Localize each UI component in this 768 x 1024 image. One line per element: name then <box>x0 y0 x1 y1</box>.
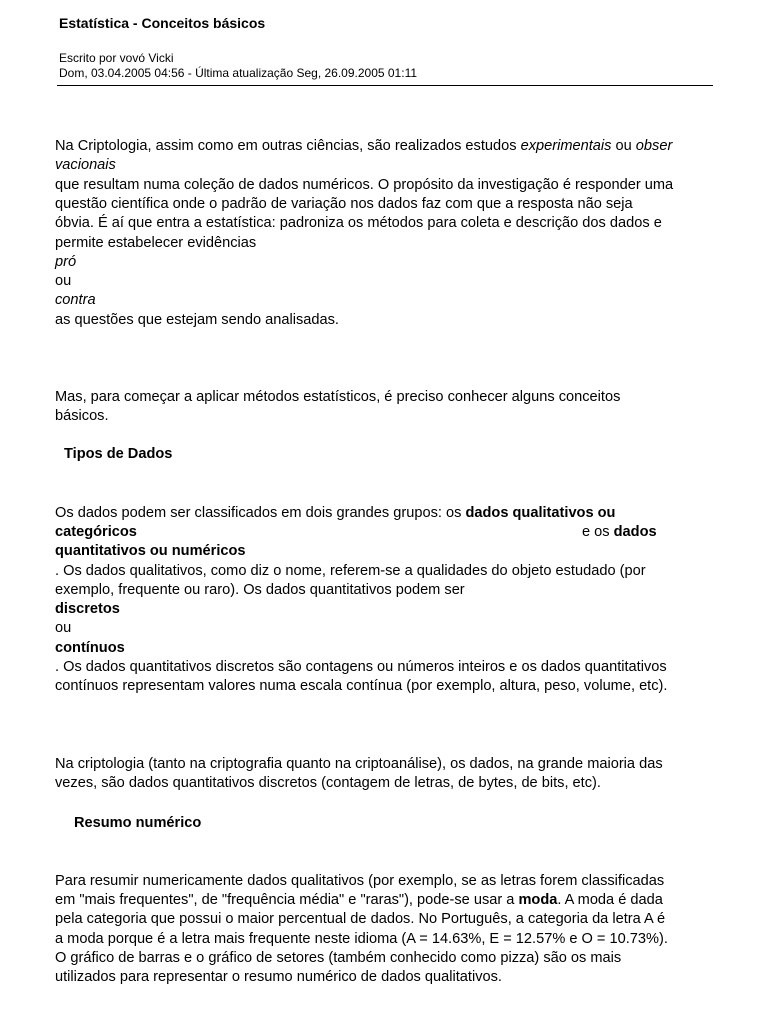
text-line: óbvia. É aí que entra a estatística: padroniza os métodos para coleta e descrição dos dados e <box>55 215 662 231</box>
text-line: em "mais frequentes", de "frequência média" e "raras"), pode-se usar a moda. A moda é dada <box>55 892 663 908</box>
text-line: contínuos representam valores numa escala contínua (por exemplo, altura, peso, volume, etc). <box>55 678 668 694</box>
text-line: pela categoria que possui o maior percentual de dados. No Português, a categoria da letra A é <box>55 911 666 927</box>
article-dates: Dom, 03.04.2005 04:56 - Última atualização Seg, 26.09.2005 01:11 <box>59 66 418 80</box>
text-line: ou <box>55 620 72 636</box>
text-line: Os dados podem ser classificados em dois grandes grupos: os dados qualitativos ou <box>55 505 616 521</box>
text-line: Para resumir numericamente dados qualitativos (por exemplo, se as letras forem classificadas <box>55 873 665 889</box>
text-line: categóricos <box>55 524 137 540</box>
text-line: O gráfico de barras e o gráfico de setores (também conhecido como pizza) são os mais <box>55 950 622 966</box>
text-line: as questões que estejam sendo analisadas. <box>55 312 339 328</box>
text-line: que resultam numa coleção de dados numéricos. O propósito da investigação é responder uma <box>55 177 674 193</box>
text-line: questão científica onde o padrão de variação nos dados faz com que a resposta não seja <box>55 196 633 212</box>
text-line: quantitativos ou numéricos <box>55 543 246 559</box>
text-line: a moda porque é a letra mais frequente neste idioma (A = 14.63%, E = 12.57% e O = 10.73%). <box>55 931 668 947</box>
text-line: Na Criptologia, assim como em outras ciências, são realizados estudos experimentais ou obser <box>55 138 673 154</box>
text-line: e os dados <box>582 524 657 540</box>
text-line: permite estabelecer evidências <box>55 235 257 251</box>
text-line: discretos <box>55 601 120 617</box>
text-line: contínuos <box>55 640 125 656</box>
text-line: básicos. <box>55 408 109 424</box>
text-line: contra <box>55 292 96 308</box>
text-line: . Os dados qualitativos, como diz o nome, referem-se a qualidades do objeto estudado (por <box>55 563 646 579</box>
text-line: vezes, são dados quantitativos discretos (contagem de letras, de bytes, de bits, etc). <box>55 775 601 791</box>
text-line: ou <box>55 273 72 289</box>
article-title: Estatística - Conceitos básicos <box>59 15 266 31</box>
text-line: . Os dados quantitativos discretos são contagens ou números inteiros e os dados quantitativos <box>55 659 667 675</box>
text-line: exemplo, frequente ou raro). Os dados quantitativos podem ser <box>55 582 465 598</box>
text-line: Na criptologia (tanto na criptografia quanto na criptoanálise), os dados, na grande maioria das <box>55 756 663 772</box>
text-line: utilizados para representar o resumo numérico de dados qualitativos. <box>55 969 502 985</box>
text-line: Mas, para começar a aplicar métodos estatísticos, é preciso conhecer alguns conceitos <box>55 389 621 405</box>
article-author: Escrito por vovó Vicki <box>59 51 174 65</box>
section-heading-tipos: Tipos de Dados <box>64 446 173 462</box>
text-line: vacionais <box>55 157 116 173</box>
header-divider <box>57 85 713 86</box>
text-line: pró <box>55 254 77 270</box>
section-heading-resumo: Resumo numérico <box>74 815 202 831</box>
